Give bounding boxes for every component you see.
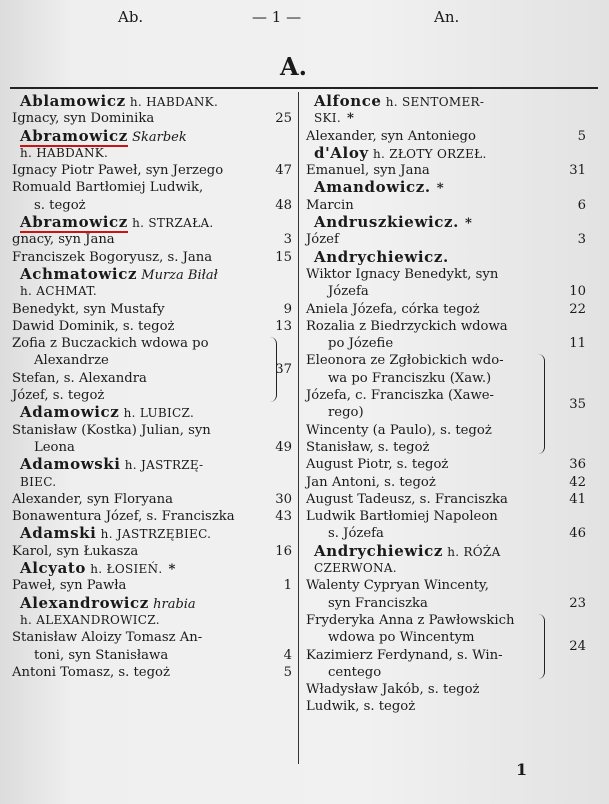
- surname: Andrychiewicz.: [314, 247, 449, 266]
- person-name: Ignacy, syn Dominika: [12, 111, 155, 127]
- person-name: Rozalia z Biedrzyckich wdowa: [306, 318, 508, 334]
- page-reference: 48: [275, 197, 292, 213]
- person-name: s. tegoż: [34, 197, 86, 213]
- page-reference: 25: [275, 111, 292, 127]
- footer-signature: 1: [516, 760, 528, 779]
- person-name: Marcin: [306, 197, 354, 213]
- person-entry: [12, 629, 292, 646]
- person-name: Benedykt, syn Mustafy: [12, 301, 165, 317]
- coat-of-arms: h. HABDANK.: [129, 95, 219, 109]
- surname: Abramowicz: [20, 213, 128, 232]
- person-entry: Wincenty (a Paulo), s. tegoż: [306, 422, 492, 438]
- person-entry: rego): [328, 405, 364, 421]
- page-reference: 15: [275, 249, 292, 265]
- surname: Alexandrowicz: [20, 593, 149, 612]
- surname: Adamowski: [20, 455, 121, 474]
- person-entry: wdowa po Wincentym: [328, 630, 475, 646]
- person-entry: Zofia z Buczackich wdowa po: [12, 336, 209, 352]
- page-reference: 10: [569, 284, 586, 300]
- coat-of-arms: Skarbek: [132, 129, 187, 145]
- person-entry: Alexandrze: [34, 353, 109, 369]
- person-name: August Piotr, s. tegoż: [306, 457, 449, 473]
- surname-heading: [306, 543, 582, 560]
- coat-of-arms: h. JASTRZĘ-: [124, 458, 204, 473]
- coat-of-arms: h. STRZAŁA.: [132, 216, 214, 231]
- person-name: toni, syn Stanisława: [34, 647, 169, 663]
- surname: Andruszkiewicz.: [314, 213, 459, 232]
- surname-heading: [12, 404, 292, 421]
- person-name: gnacy, syn Jana: [12, 232, 115, 248]
- person-name: Paweł, syn Pawła: [12, 578, 127, 594]
- person-name: Józefa: [328, 284, 369, 300]
- page-reference: 47: [275, 163, 292, 179]
- page-reference: 43: [275, 509, 292, 525]
- person-name: Leona: [34, 439, 75, 455]
- person-entry: [306, 283, 586, 300]
- page-reference: 37: [275, 362, 292, 378]
- person-name: Walenty Cypryan Wincenty,: [306, 578, 489, 594]
- coat-of-arms: h. SENTOMER-: [385, 95, 485, 109]
- page-reference: 41: [569, 491, 586, 507]
- person-entry: [306, 491, 586, 508]
- person-entry: [306, 301, 586, 318]
- surname-heading: [12, 93, 292, 110]
- person-name: Bonawentura Józef, s. Franciszka: [12, 509, 235, 525]
- person-name: Franciszek Bogoryusz, s. Jana: [12, 249, 213, 265]
- person-name: Alexander, syn Antoniego: [306, 128, 476, 144]
- bracketed-group: [306, 352, 586, 456]
- coat-of-arms: h. ACHMAT.: [20, 284, 98, 299]
- star-mark: *: [168, 562, 176, 578]
- surname-heading: [12, 266, 292, 283]
- bracketed-group: [306, 612, 586, 681]
- coat-of-arms: hrabia: [153, 596, 196, 612]
- coat-of-arms: SKI.: [314, 111, 341, 126]
- page-reference: 3: [577, 232, 586, 248]
- person-entry: [12, 508, 292, 525]
- coat-of-arms: h. HABDANK.: [20, 145, 109, 160]
- person-entry: [12, 162, 292, 179]
- page-reference: 1: [283, 578, 292, 594]
- surname: Adamowicz: [20, 403, 120, 422]
- person-entry: [306, 318, 582, 335]
- person-entry: [306, 266, 582, 283]
- page-reference: 6: [577, 197, 586, 213]
- star-mark: *: [464, 216, 472, 232]
- person-name: Emanuel, syn Jana: [306, 163, 430, 179]
- coat-of-arms: h. ŁOSIEŃ.: [90, 562, 163, 577]
- person-entry: [306, 162, 586, 179]
- page-reference: 30: [275, 491, 292, 507]
- person-entry: [306, 456, 586, 473]
- person-entry: [12, 249, 292, 266]
- person-entry: Kazimierz Ferdynand, s. Win-: [306, 647, 503, 663]
- person-entry: [12, 197, 292, 214]
- person-entry: centego: [328, 664, 382, 680]
- person-entry: [12, 439, 292, 456]
- page-reference: 9: [283, 301, 292, 317]
- page-reference: 13: [275, 318, 292, 334]
- surname-heading: [306, 145, 582, 162]
- surname: Ablamowicz: [20, 92, 126, 110]
- column-rule: [298, 92, 299, 764]
- person-name: Ignacy Piotr Paweł, syn Jerzego: [12, 163, 224, 179]
- bracketed-group: [12, 335, 292, 404]
- page-reference: 22: [569, 301, 586, 317]
- person-name: Aniela Józefa, córka tegoż: [306, 301, 480, 317]
- page-reference: 23: [569, 595, 586, 611]
- star-mark: *: [346, 111, 354, 127]
- person-entry: [12, 422, 292, 439]
- person-entry: [12, 647, 292, 664]
- surname-heading: [12, 456, 292, 473]
- person-entry: [12, 110, 292, 127]
- person-entry: [306, 231, 586, 248]
- person-entry: [12, 318, 292, 335]
- group-brace: [538, 354, 545, 454]
- person-entry: [306, 681, 582, 698]
- coat-of-arms: h. ALEXANDROWICZ.: [20, 612, 160, 627]
- surname: Alcyato: [20, 559, 87, 578]
- person-entry: [12, 179, 292, 196]
- surname-heading: [306, 179, 582, 196]
- coat-of-arms-line: [306, 560, 582, 577]
- coat-of-arms: CZERWONA.: [314, 561, 397, 576]
- page-reference: 16: [275, 543, 292, 559]
- page-reference: 5: [283, 664, 292, 680]
- surname: Alfonce: [314, 92, 382, 110]
- person-name: Wiktor Ignacy Benedykt, syn: [306, 266, 499, 282]
- surname-heading: [12, 525, 292, 542]
- person-entry: [306, 525, 586, 542]
- top-rule: [10, 87, 598, 89]
- page-reference: 4: [283, 647, 292, 663]
- person-entry: Stefan, s. Alexandra: [12, 370, 147, 386]
- person-entry: [12, 231, 292, 248]
- section-letter: A.: [280, 52, 307, 81]
- header-right: An.: [434, 8, 460, 26]
- group-brace: [538, 614, 545, 679]
- person-entry: [306, 128, 586, 145]
- surname-heading: [12, 595, 292, 612]
- person-entry: [12, 491, 292, 508]
- header-left: Ab.: [118, 8, 144, 26]
- left-column: [12, 93, 292, 681]
- surname-heading: [306, 93, 582, 110]
- person-name: Ludwik, s. tegoż: [306, 699, 416, 715]
- coat-of-arms: h. RÓŻA: [447, 544, 501, 559]
- person-name: August Tadeusz, s. Franciszka: [306, 491, 508, 507]
- person-entry: wa po Franciszku (Xaw.): [328, 370, 492, 386]
- person-name: Jan Antoni, s. tegoż: [306, 474, 436, 490]
- coat-of-arms: Murza Biłał: [141, 267, 218, 283]
- surname-heading: [12, 128, 292, 145]
- surname: Abramowicz: [20, 126, 128, 145]
- header-page-number: — 1 —: [252, 8, 302, 26]
- person-entry: Józefa, c. Franciszka (Xawe-: [306, 388, 494, 404]
- coat-of-arms-line: [306, 110, 582, 127]
- surname-heading: [12, 560, 292, 577]
- page-reference: 42: [569, 474, 586, 490]
- page-reference: 35: [569, 396, 586, 412]
- person-name: Alexander, syn Floryana: [12, 491, 174, 507]
- person-entry: [306, 508, 582, 525]
- person-entry: [12, 301, 292, 318]
- person-name: Stanisław Aloizy Tomasz An-: [12, 630, 203, 646]
- coat-of-arms-line: [12, 283, 292, 300]
- page-reference: 36: [569, 457, 586, 473]
- page-reference: 31: [569, 163, 586, 179]
- person-name: syn Franciszka: [328, 595, 428, 611]
- page-reference: 11: [569, 336, 586, 352]
- person-name: Ludwik Bartłomiej Napoleon: [306, 509, 498, 525]
- coat-of-arms: BIEC.: [20, 474, 57, 489]
- person-entry: [12, 664, 292, 681]
- person-entry: [12, 543, 292, 560]
- person-entry: Stanisław, s. tegoż: [306, 439, 430, 455]
- surname: d'Aloy: [314, 143, 369, 162]
- page-reference: 5: [577, 128, 586, 144]
- person-name: Antoni Tomasz, s. tegoż: [12, 664, 170, 680]
- surname-heading: [306, 214, 582, 231]
- person-name: Stanisław (Kostka) Julian, syn: [12, 422, 211, 438]
- coat-of-arms: h. LUBICZ.: [123, 406, 195, 421]
- person-name: Romuald Bartłomiej Ludwik,: [12, 180, 204, 196]
- surname: Amandowicz.: [314, 178, 431, 197]
- person-name: Dawid Dominik, s. tegoż: [12, 318, 175, 334]
- surname-heading: [306, 249, 582, 266]
- person-entry: [12, 577, 292, 594]
- person-entry: Fryderyka Anna z Pawłowskich: [306, 612, 515, 628]
- surname: Adamski: [20, 524, 97, 543]
- surname: Andrychiewicz: [314, 541, 443, 560]
- surname-heading: [12, 214, 292, 231]
- person-entry: Józef, s. tegoż: [12, 388, 105, 404]
- person-name: po Józefie: [328, 336, 394, 352]
- coat-of-arms: h. JASTRZĘBIEC.: [100, 527, 212, 542]
- page-reference: 49: [275, 439, 292, 455]
- person-entry: [306, 197, 586, 214]
- page-reference: 46: [569, 526, 586, 542]
- person-name: Władysław Jakób, s. tegoż: [306, 682, 480, 698]
- coat-of-arms-line: [12, 474, 292, 491]
- person-entry: [306, 335, 586, 352]
- person-entry: Eleonora ze Zgłobickich wdo-: [306, 353, 504, 369]
- person-entry: [306, 577, 582, 594]
- person-name: s. Józefa: [328, 526, 384, 542]
- coat-of-arms-line: [12, 612, 292, 629]
- surname: Achmatowicz: [20, 264, 138, 283]
- person-name: Józef: [306, 232, 339, 248]
- person-name: Karol, syn Łukasza: [12, 543, 139, 559]
- star-mark: *: [436, 181, 444, 197]
- page-reference: 24: [569, 638, 586, 654]
- coat-of-arms: h. ZŁOTY ORZEŁ.: [372, 146, 487, 161]
- right-column: [306, 92, 586, 716]
- coat-of-arms-line: [12, 145, 292, 162]
- page-reference: 3: [283, 232, 292, 248]
- person-entry: [306, 595, 586, 612]
- person-entry: [306, 698, 582, 715]
- person-entry: [306, 474, 586, 491]
